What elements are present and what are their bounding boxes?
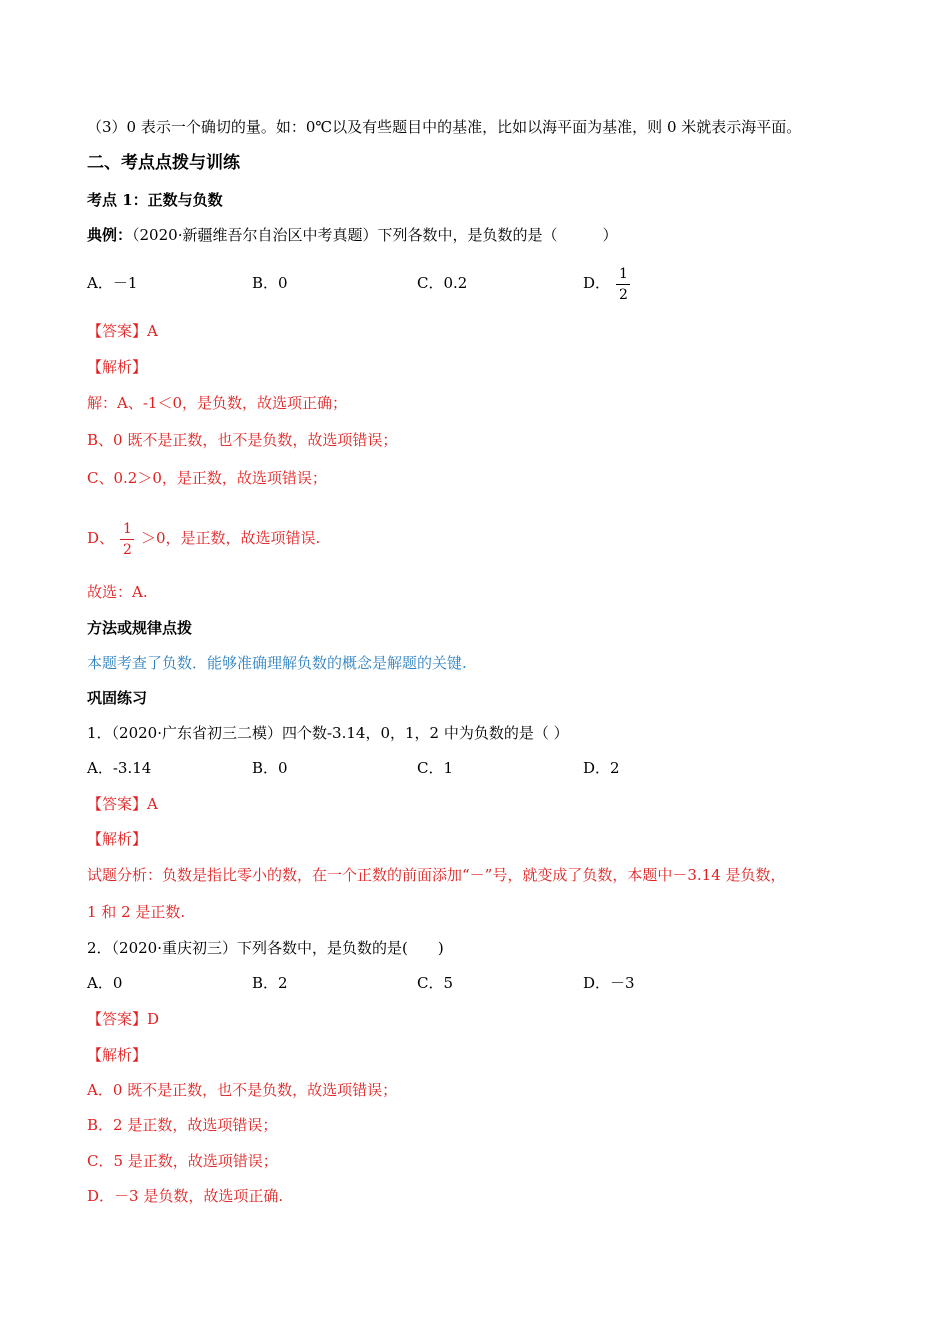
q1-option-b: B．0 bbox=[252, 759, 288, 777]
example-question bbox=[87, 225, 617, 245]
example-option-d bbox=[583, 259, 637, 307]
fraction-denominator: 2 bbox=[619, 286, 628, 303]
practice-title: 巩固练习 bbox=[87, 689, 148, 707]
fraction-denominator: 2 bbox=[123, 541, 132, 558]
section-title: 二、考点点拨与训练 bbox=[87, 153, 240, 173]
example-answer: 【答案】A bbox=[87, 322, 158, 340]
q2-option-d: D．－3 bbox=[583, 974, 635, 992]
example-option-d-fraction bbox=[616, 266, 631, 303]
q1-question: 1．（2020·广东省初三二模）四个数-3.14，0，1，2 中为负数的是（ ） bbox=[87, 724, 569, 742]
example-option-d-prefix: D． bbox=[583, 274, 611, 292]
q1-option-a: A．-3.14 bbox=[87, 759, 152, 777]
example-option-a: A．－1 bbox=[87, 274, 138, 292]
intro-line: （3）0 表示一个确切的量。如：0℃以及有些题目中的基准，比如以海平面为基准，则 0 米就表示海平面。 bbox=[87, 118, 802, 136]
example-solution-c: C、0.2＞0，是正数，故选项错误； bbox=[87, 469, 327, 487]
q2-answer: 【答案】D bbox=[87, 1010, 160, 1028]
q2-solution-c: C．5 是正数，故选项错误； bbox=[87, 1152, 278, 1170]
example-solution-a: 解：A、-1＜0，是负数，故选项正确； bbox=[87, 394, 347, 412]
kaodian-title: 考点 1：正数与负数 bbox=[87, 191, 223, 209]
q2-option-c: C．5 bbox=[417, 974, 454, 992]
q1-option-c: C．1 bbox=[417, 759, 454, 777]
method-title: 方法或规律点拨 bbox=[87, 619, 193, 637]
example-solution-d-prefix: D、 bbox=[87, 529, 115, 547]
example-solution-b: B、0 既不是正数，也不是负数，故选项错误； bbox=[87, 431, 398, 449]
q1-explanation-1: 试题分析：负数是指比零小的数，在一个正数的前面添加“－”号，就变成了负数，本题中－3.14 是负数， bbox=[87, 866, 786, 884]
example-option-c: C．0.2 bbox=[417, 274, 468, 292]
example-solution-d bbox=[87, 514, 320, 562]
example-conclusion: 故选：A. bbox=[87, 583, 148, 601]
q1-option-d: D．2 bbox=[583, 759, 620, 777]
q2-option-a: A．0 bbox=[87, 974, 123, 992]
fraction-bar bbox=[120, 539, 134, 540]
q1-answer: 【答案】A bbox=[87, 795, 158, 813]
example-solution-d-suffix: ＞0，是正数，故选项错误. bbox=[140, 529, 321, 547]
q2-solution-a: A．0 既不是正数，也不是负数，故选项错误； bbox=[87, 1081, 398, 1099]
q2-option-b: B．2 bbox=[252, 974, 288, 992]
q2-question: 2．（2020·重庆初三）下列各数中，是负数的是( ) bbox=[87, 939, 444, 957]
fraction-numerator: 1 bbox=[619, 265, 628, 282]
example-question-text: （2020·新疆维吾尔自治区中考真题）下列各数中，是负数的是（ ） bbox=[132, 226, 618, 244]
q1-analysis-label: 【解析】 bbox=[87, 830, 148, 848]
q2-analysis-label: 【解析】 bbox=[87, 1046, 148, 1064]
example-option-b: B．0 bbox=[252, 274, 288, 292]
q1-explanation-2: 1 和 2 是正数. bbox=[87, 903, 186, 921]
fraction-numerator: 1 bbox=[123, 520, 132, 537]
example-analysis-label: 【解析】 bbox=[87, 358, 148, 376]
example-solution-d-fraction bbox=[120, 521, 135, 558]
method-text: 本题考查了负数．能够准确理解负数的概念是解题的关键. bbox=[87, 654, 467, 672]
example-label: 典例： bbox=[87, 226, 133, 244]
q2-solution-b: B．2 是正数，故选项错误； bbox=[87, 1116, 278, 1134]
fraction-bar bbox=[616, 284, 630, 285]
q2-solution-d: D．－3 是负数，故选项正确. bbox=[87, 1187, 284, 1205]
